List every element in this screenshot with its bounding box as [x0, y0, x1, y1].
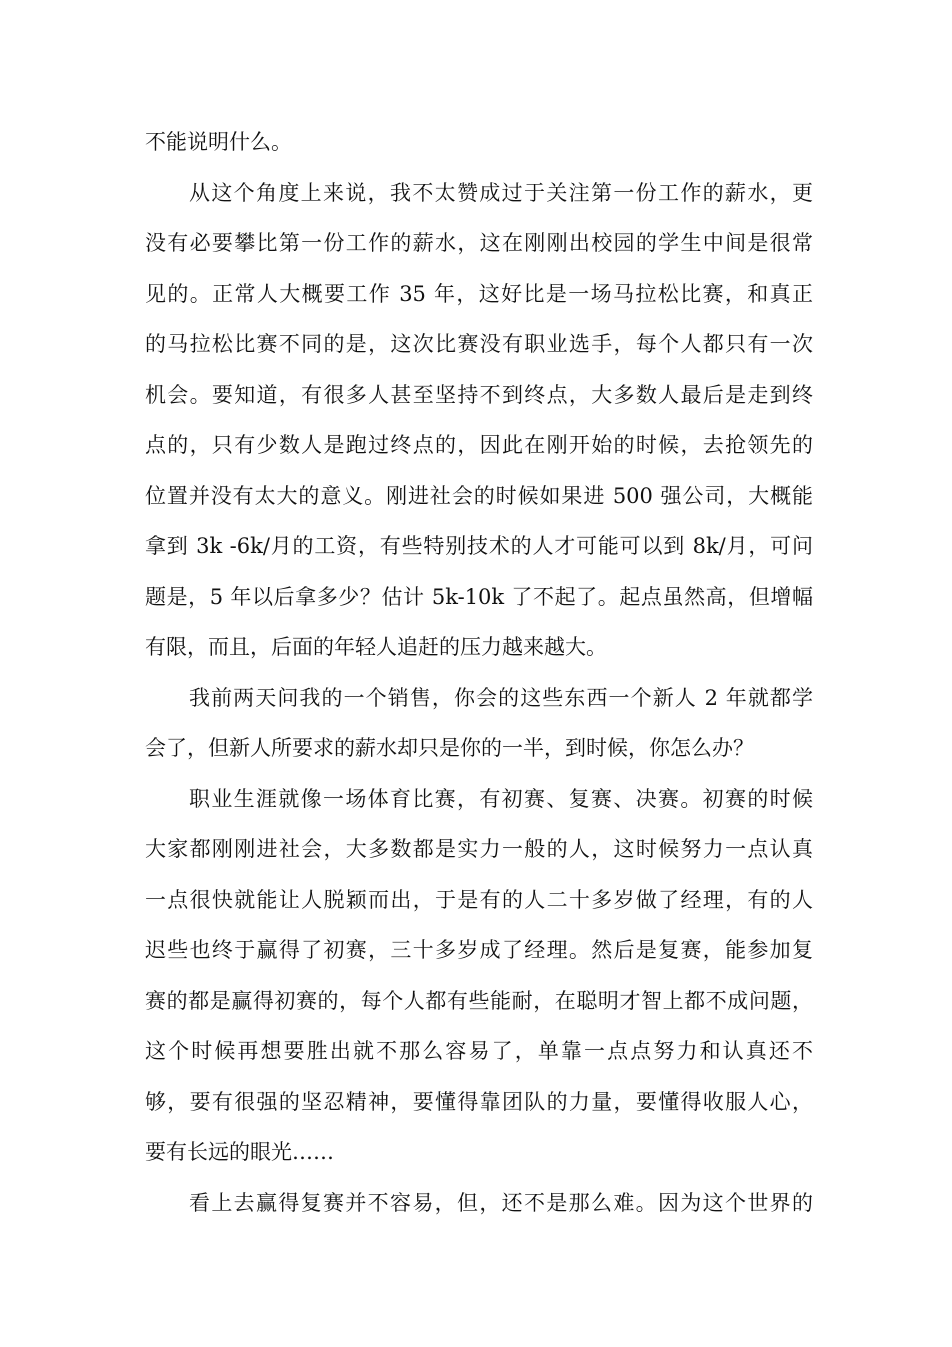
- text-line: 一点很快就能让人脱颖而出，于是有的人二十多岁做了经理，有的人: [145, 887, 813, 912]
- text-line: 见的。正常人大概要工作 35 年，这好比是一场马拉松比赛，和真正: [145, 281, 813, 306]
- text-line: 没有必要攀比第一份工作的薪水，这在刚刚出校园的学生中间是很常: [145, 231, 813, 255]
- text-line: 我前两天问我的一个销售，你会的这些东西一个新人 2 年就都学: [189, 685, 813, 710]
- text-line: 职业生涯就像一场体育比赛，有初赛、复赛、决赛。初赛的时候: [189, 786, 813, 811]
- text-line: 从这个角度上来说，我不太赞成过于关注第一份工作的薪水，更: [189, 180, 813, 205]
- text-line: 够，要有很强的坚忍精神，要懂得靠团队的力量，要懂得收服人心，: [145, 1089, 813, 1114]
- text-line: 的马拉松比赛不同的是，这次比赛没有职业选手，每个人都只有一次: [145, 332, 813, 356]
- text-line: 拿到 3k -6k/月的工资，有些特别技术的人才可能可以到 8k/月，可问: [145, 534, 813, 558]
- text-line: 题是，5 年以后拿多少？估计 5k-10k 了不起了。起点虽然高，但增幅: [145, 584, 813, 609]
- text-line: 点的，只有少数人是跑过终点的，因此在刚开始的时候，去抢领先的: [145, 433, 813, 457]
- text-line: 赛的都是赢得初赛的，每个人都有些能耐，在聪明才智上都不成问题，: [145, 988, 813, 1013]
- text-line: 会了，但新人所要求的薪水却只是你的一半，到时候，你怎么办？: [145, 736, 754, 760]
- text-line: 要有长远的眼光……: [145, 1140, 334, 1164]
- text-line: 这个时候再想要胜出就不那么容易了，单靠一点点努力和认真还不: [145, 1039, 813, 1063]
- text-line: 机会。要知道，有很多人甚至坚持不到终点，大多数人最后是走到终: [145, 382, 813, 407]
- text-line: 有限，而且，后面的年轻人追赶的压力越来越大。: [145, 635, 607, 659]
- text-line: 不能说明什么。: [145, 130, 292, 154]
- text-line: 大家都刚刚进社会，大多数都是实力一般的人，这时候努力一点认真: [145, 837, 813, 861]
- body-text: [145, 117, 813, 1228]
- text-line: 位置并没有太大的意义。刚进社会的时候如果进 500 强公司，大概能: [145, 483, 813, 508]
- text-line: 看上去赢得复赛并不容易，但，还不是那么难。因为这个世界的: [189, 1190, 813, 1215]
- text-line: 迟些也终于赢得了初赛，三十多岁成了经理。然后是复赛，能参加复: [145, 938, 813, 962]
